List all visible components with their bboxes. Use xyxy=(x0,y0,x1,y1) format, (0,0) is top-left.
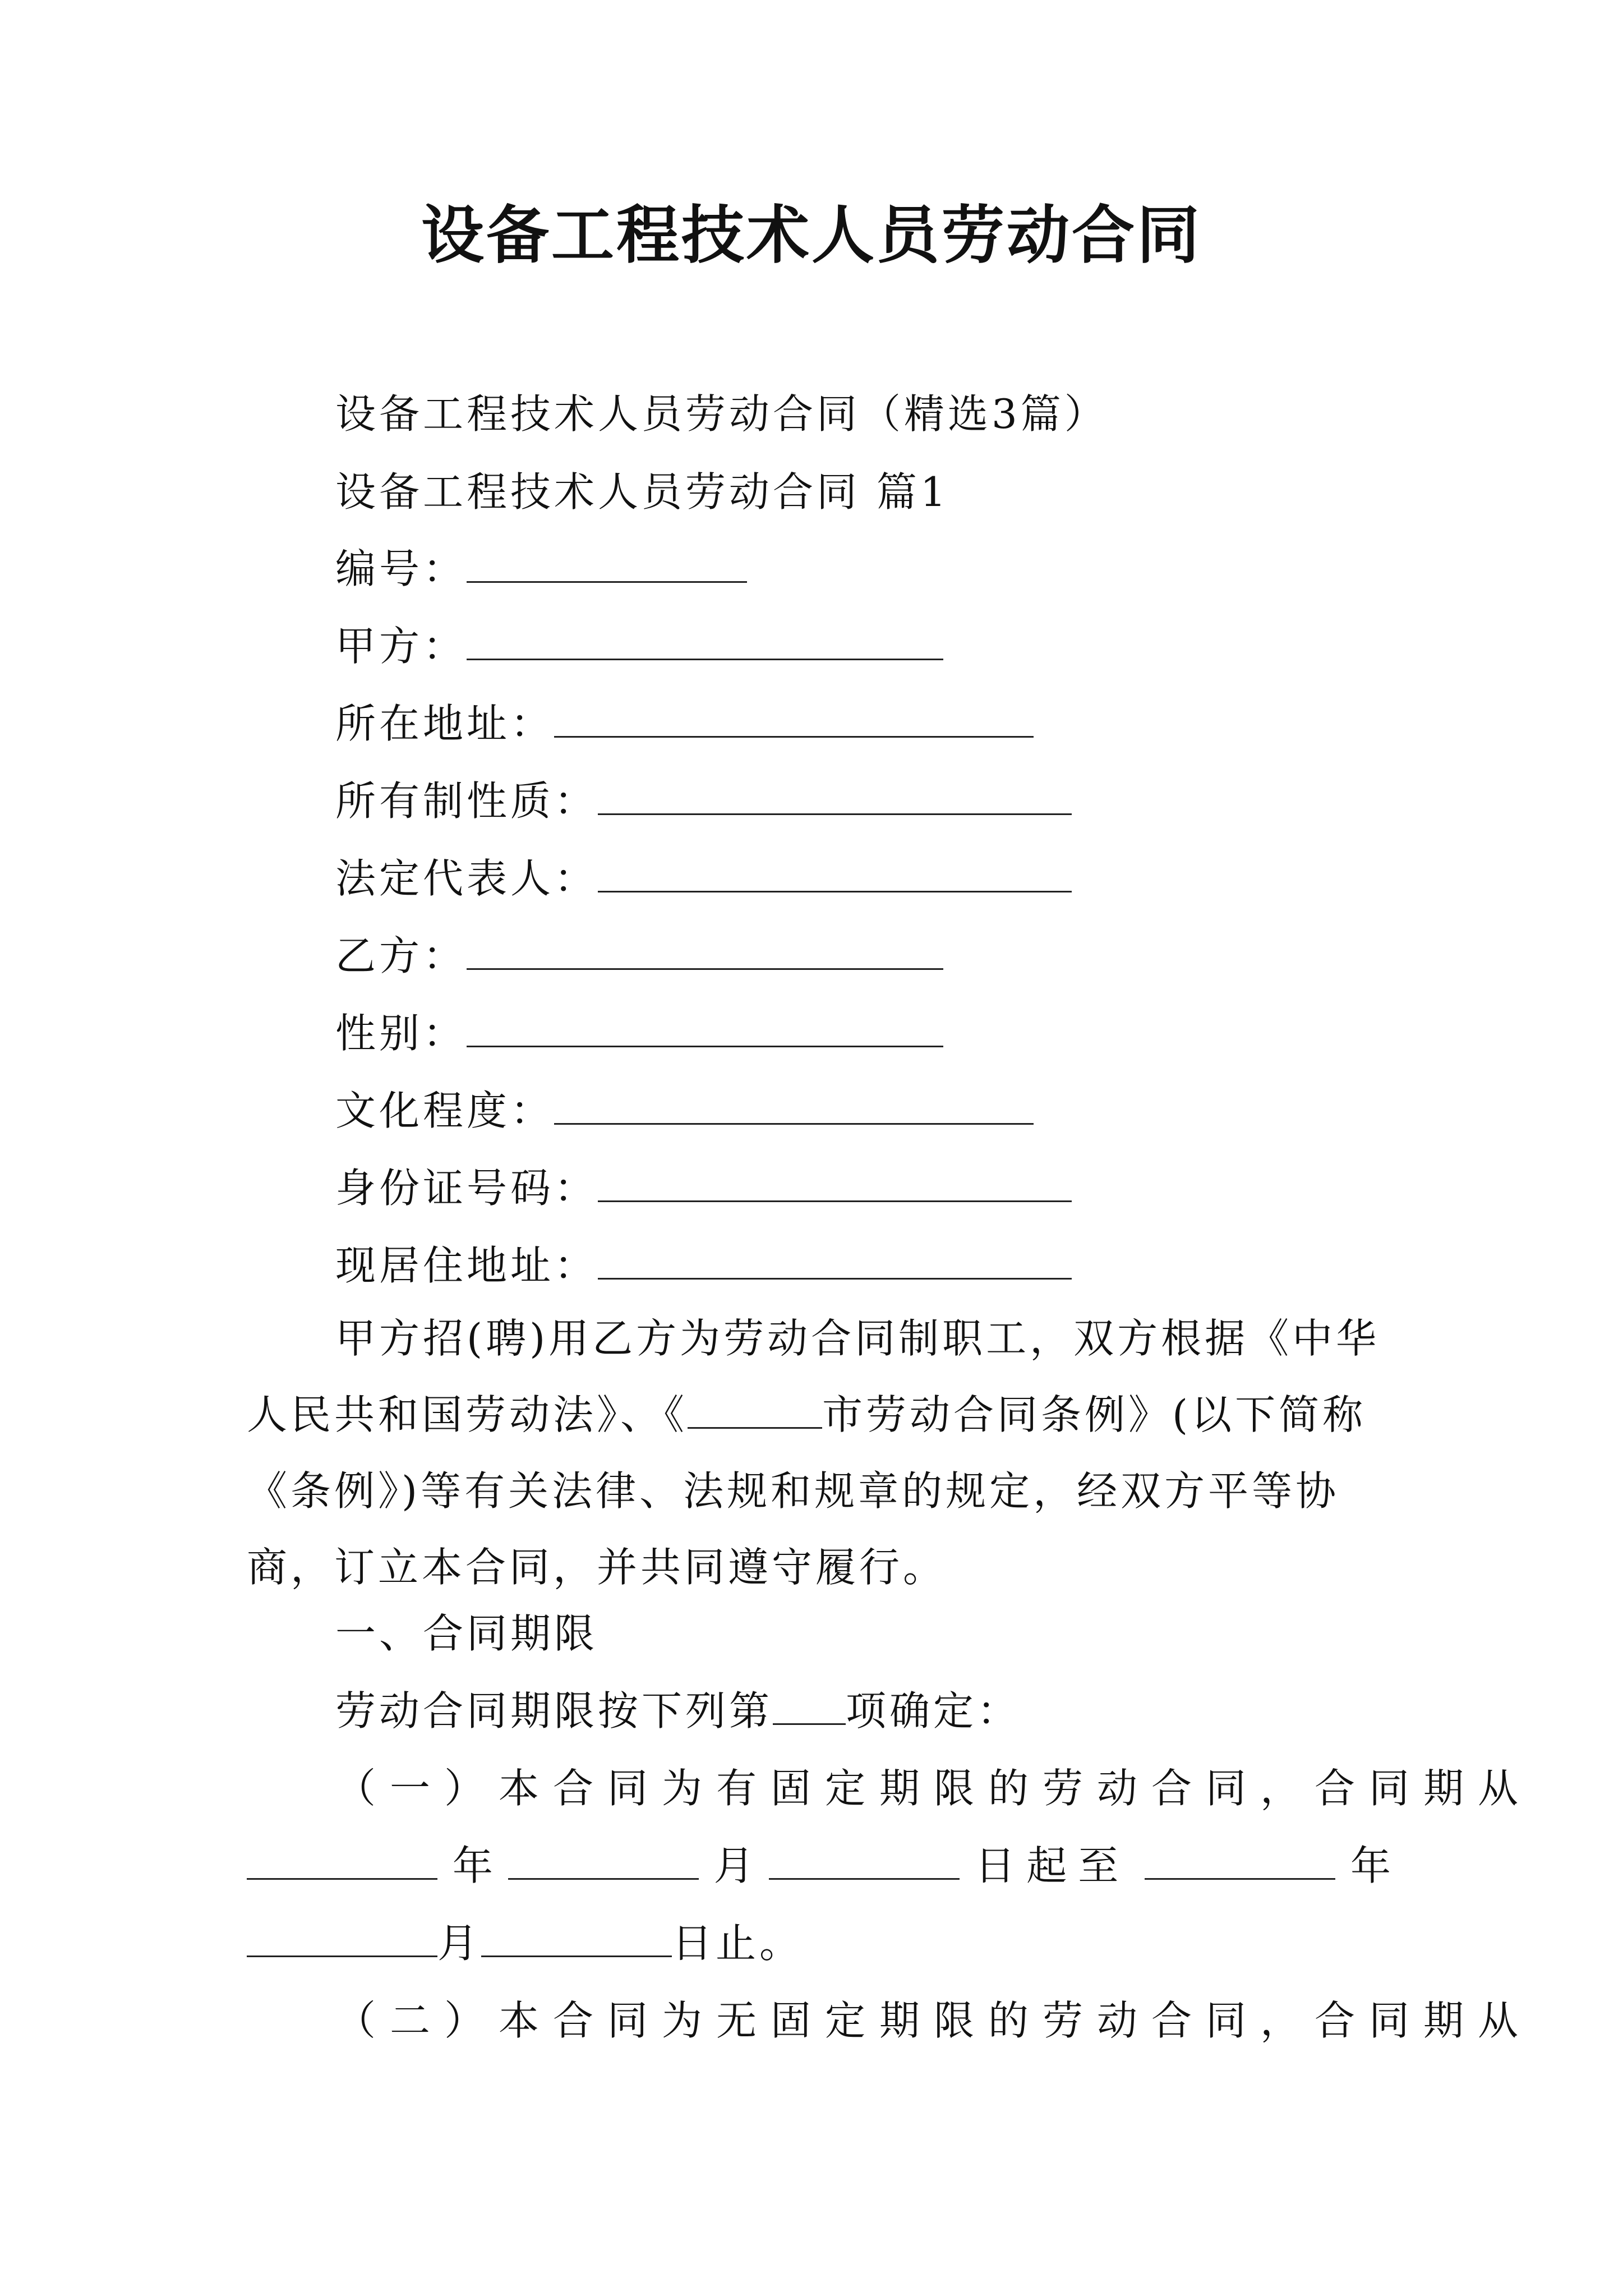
document-subtitle: 设备工程技术人员劳动合同（精选3篇） xyxy=(335,390,1108,438)
field-label: 乙方： xyxy=(335,932,467,979)
field-education xyxy=(335,1084,1034,1138)
section-heading: 设备工程技术人员劳动合同 篇1 xyxy=(335,468,949,516)
fill-in-blank xyxy=(598,856,1072,892)
field-label: 身份证号码： xyxy=(335,1165,598,1212)
fill-in-blank xyxy=(773,1688,846,1725)
fill-in-blank xyxy=(769,1843,960,1880)
clause-item-1-line: （一）本合同为有固定期限的劳动合同，合同期从 xyxy=(335,1765,1533,1812)
field-id-number xyxy=(335,1161,1072,1215)
field-current-address xyxy=(335,1239,1072,1292)
clause-item-1-end: 月 日止。 xyxy=(247,1916,803,1970)
field-label: 所在地址： xyxy=(335,700,555,747)
clause-intro: 劳动合同期限按下列第 项确定： xyxy=(335,1687,1021,1734)
document-title: 设备工程技术人员劳动合同 xyxy=(421,199,1202,272)
fill-in-blank xyxy=(598,1243,1072,1280)
fill-in-blank xyxy=(247,1921,437,1957)
field-ownership-type xyxy=(335,774,1072,828)
fill-in-blank xyxy=(508,1843,699,1880)
fill-in-blank xyxy=(467,546,747,583)
field-label: 甲方： xyxy=(335,623,467,670)
fill-in-blank xyxy=(467,933,943,970)
field-label: 法定代表人： xyxy=(335,855,598,902)
clause-item-2-line: （二）本合同为无固定期限的劳动合同，合同期从 xyxy=(335,1997,1533,2044)
preamble-text: 市劳动合同条例》(以下简称《条例》)等有关法律、法规和规章的规定，经双方平等协商，订立本合同，并共同遵守履行。 xyxy=(247,1391,1367,1591)
fill-in-blank xyxy=(467,624,943,660)
fill-in-blank xyxy=(554,701,1034,738)
fill-in-blank xyxy=(1145,1843,1335,1880)
fill-in-blank xyxy=(247,1843,437,1880)
field-party-b xyxy=(335,929,943,983)
field-label: 文化程度： xyxy=(335,1087,555,1134)
field-gender xyxy=(335,1006,943,1060)
fill-in-blank xyxy=(467,1011,943,1047)
clause-item-1-dates: 年 月 日起至 年 xyxy=(247,1839,1391,1893)
field-label: 编号： xyxy=(335,545,467,592)
preamble-text: 甲方招(聘)用乙方为劳动合同制职工，双方根据《中华人民共和国劳动法》、《 xyxy=(247,1315,1380,1438)
field-label: 性别： xyxy=(335,1010,467,1057)
field-address xyxy=(335,697,1034,751)
fill-in-blank xyxy=(554,1088,1034,1125)
clause-heading: 一、合同期限 xyxy=(335,1610,598,1657)
field-legal-representative xyxy=(335,852,1072,905)
fill-in-blank xyxy=(481,1921,672,1957)
field-label: 所有制性质： xyxy=(335,777,598,825)
field-serial-number xyxy=(335,542,747,596)
field-party-a xyxy=(335,619,943,673)
fill-in-blank xyxy=(688,1392,822,1429)
field-label: 现居住地址： xyxy=(335,1242,598,1289)
fill-in-blank xyxy=(598,779,1072,815)
preamble-paragraph xyxy=(247,1300,1391,1605)
fill-in-blank xyxy=(598,1166,1072,1202)
